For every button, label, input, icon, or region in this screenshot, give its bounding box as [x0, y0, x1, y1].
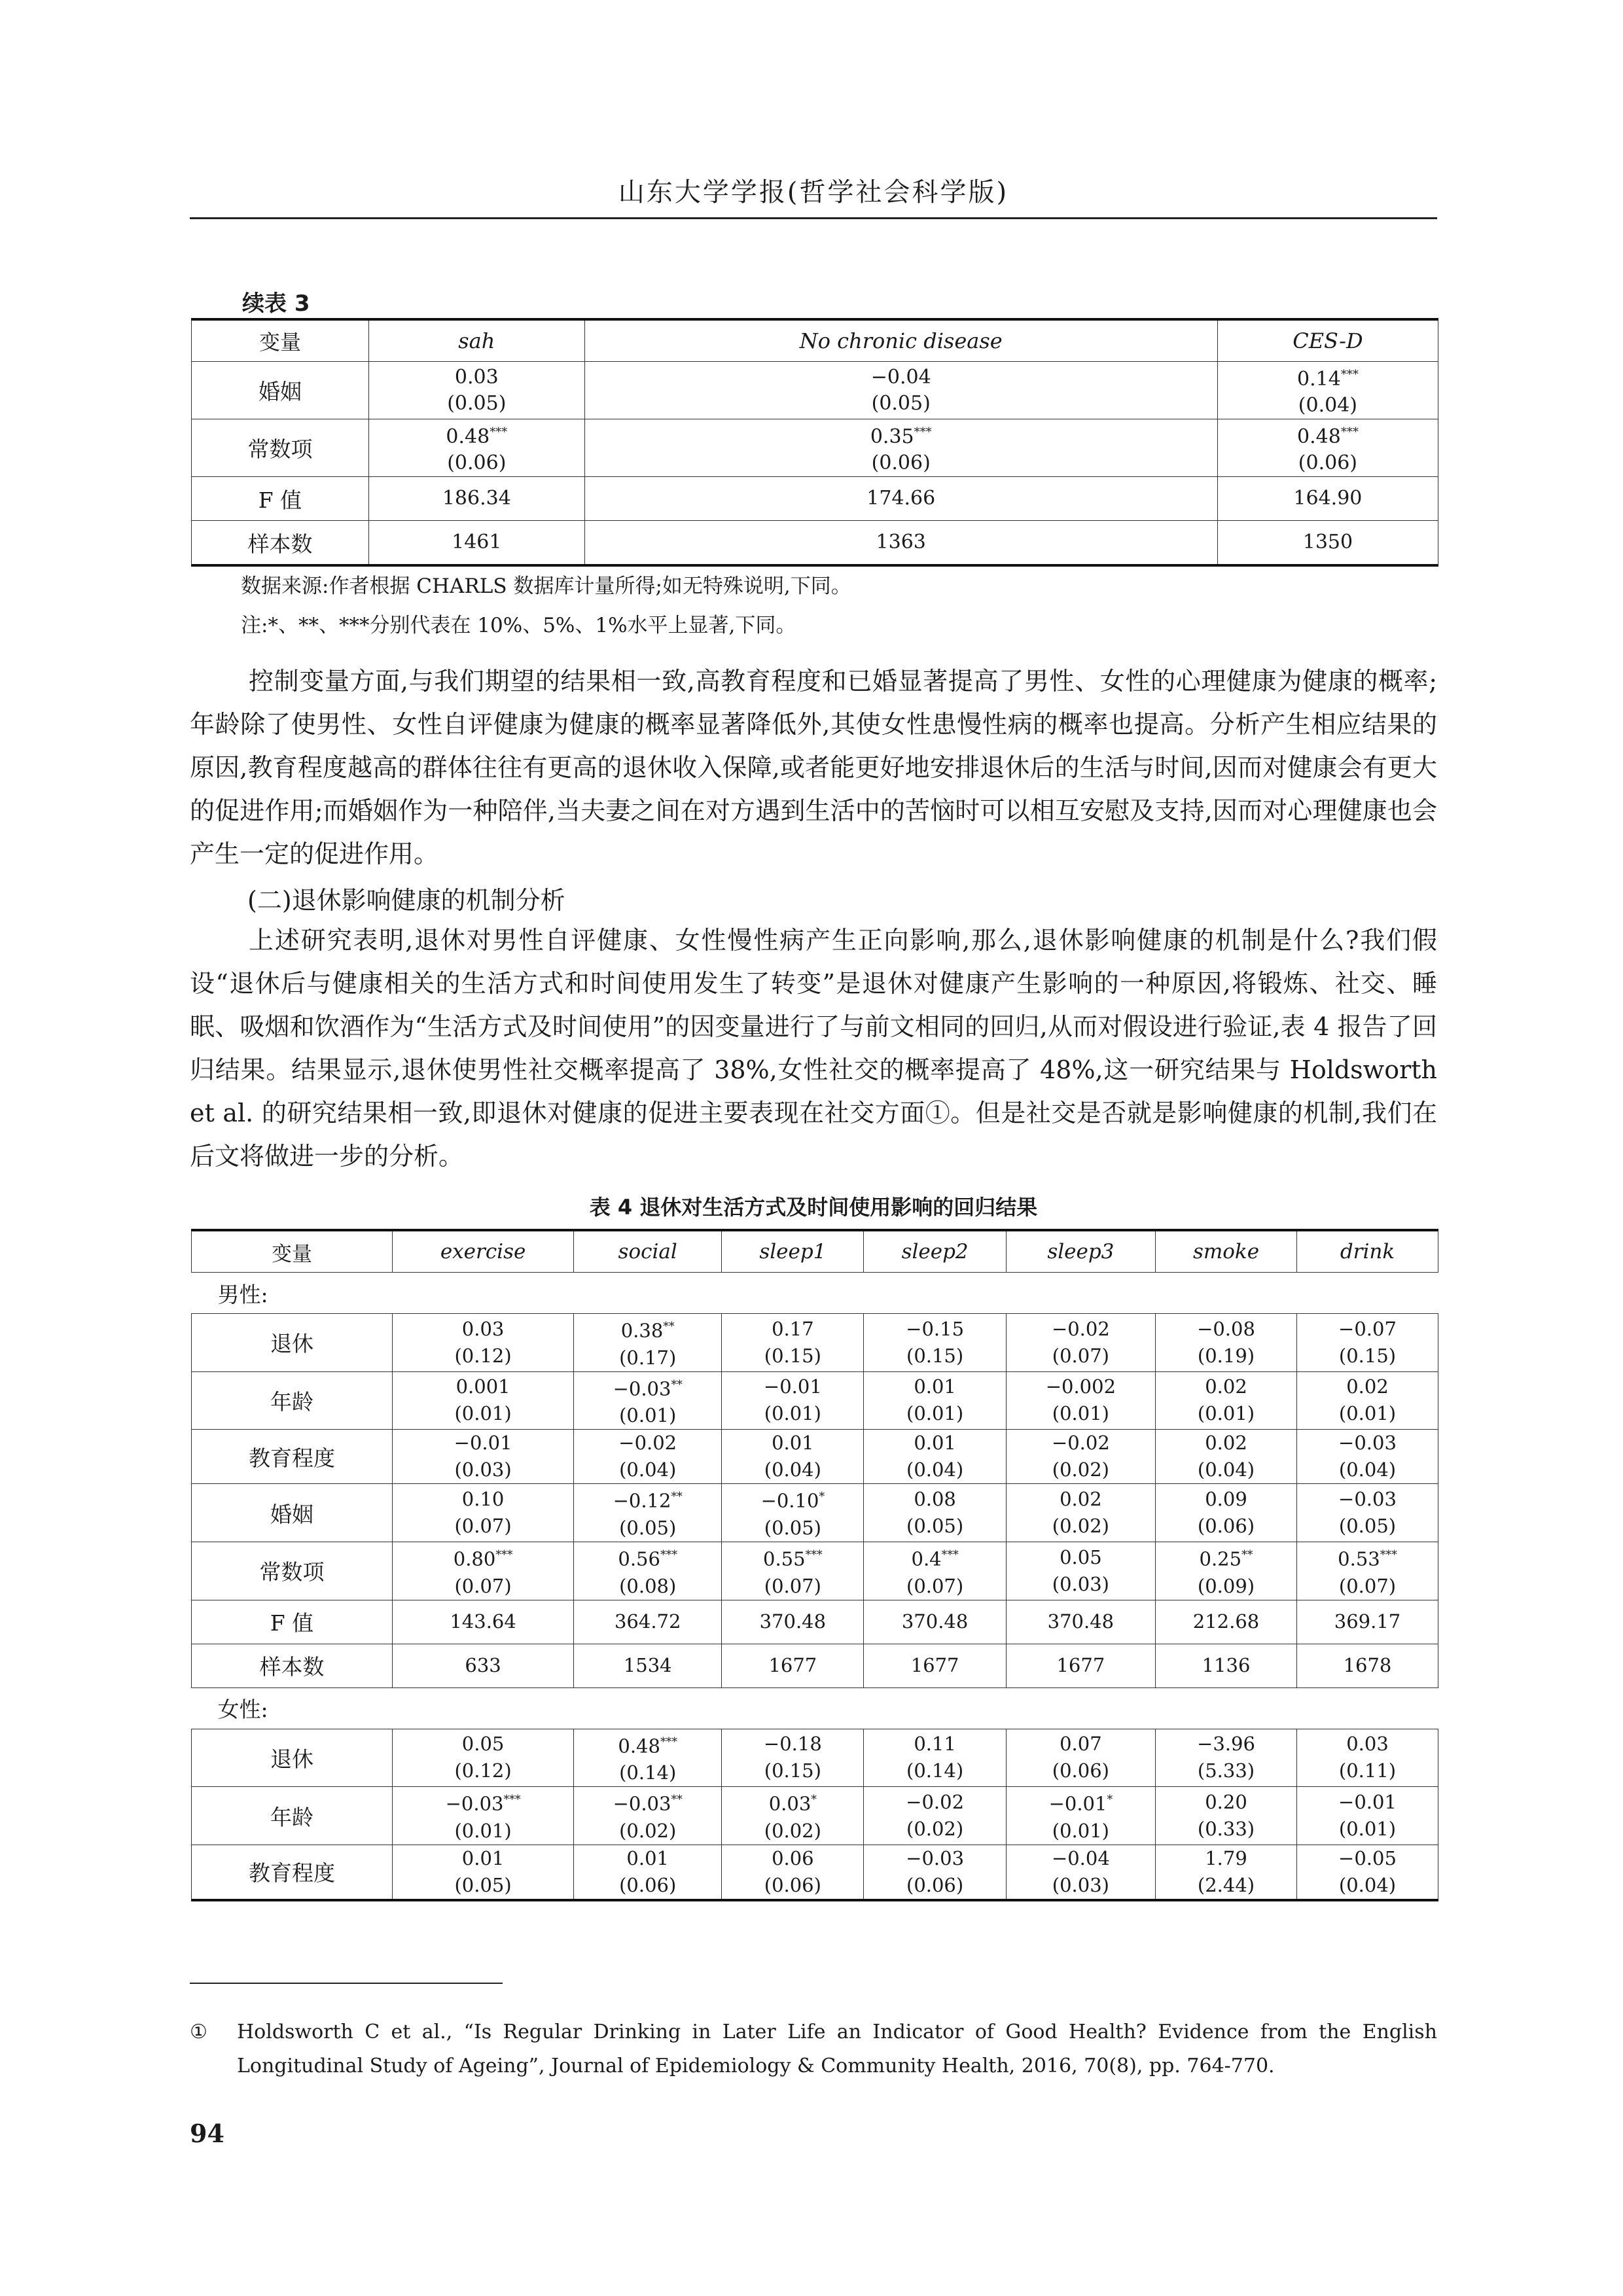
row-label: F 值: [192, 477, 369, 521]
table-cell: [864, 1371, 1006, 1430]
standard-error: (0.15): [906, 1344, 964, 1367]
header-rule: [190, 217, 1437, 219]
table-cell: [722, 1542, 864, 1600]
coefficient: 364.72: [614, 1610, 681, 1633]
coefficient: 212.68: [1192, 1610, 1260, 1633]
coefficient: 0.35***: [870, 425, 932, 448]
standard-error: (0.01): [1338, 1818, 1397, 1841]
coefficient: 0.02: [1060, 1488, 1102, 1511]
table-cell: [393, 1787, 574, 1845]
table-cell: [722, 1371, 864, 1430]
table-cell: [1296, 1484, 1438, 1542]
table-cell: [1156, 1430, 1297, 1484]
coefficient: 0.06: [772, 1846, 814, 1869]
coefficient: 0.17: [772, 1317, 814, 1340]
table-cell: [1296, 1845, 1438, 1900]
table-cell: [574, 1644, 722, 1687]
coefficient: 1677: [768, 1654, 817, 1677]
table3-title: 续表 3: [242, 291, 310, 317]
table-row: [192, 1845, 1438, 1900]
standard-error: (0.06): [871, 451, 931, 474]
table-cell: [393, 1314, 574, 1372]
coefficient: −0.01: [454, 1432, 512, 1455]
coefficient: 0.03: [454, 365, 499, 389]
table-cell: [1296, 1787, 1438, 1845]
table-row: [192, 1542, 1438, 1600]
table-row: [192, 419, 1438, 477]
coefficient: −0.03***: [445, 1792, 521, 1815]
standard-error: (0.01): [1197, 1402, 1255, 1425]
table-cell: [1156, 1644, 1297, 1687]
table-cell: [722, 1600, 864, 1644]
page-number: 94: [190, 2119, 224, 2148]
coefficient: −0.03: [1338, 1432, 1397, 1455]
table-cell: [369, 419, 585, 477]
table-cell: [369, 362, 585, 419]
table-cell: [1296, 1729, 1438, 1787]
table-row: [192, 1430, 1438, 1484]
table-row: [192, 1371, 1438, 1430]
table3-header-nochronic: No chronic disease: [584, 319, 1217, 362]
coefficient: −0.02: [1051, 1432, 1110, 1455]
standard-error: (0.03): [454, 1458, 512, 1481]
coefficient: 1350: [1302, 531, 1353, 554]
coefficient: 1136: [1202, 1654, 1251, 1677]
coefficient: 0.20: [1205, 1791, 1247, 1814]
standard-error: (0.15): [764, 1759, 821, 1782]
running-header: 山东大学学报(哲学社会科学版): [618, 177, 1009, 207]
table-cell: [574, 1845, 722, 1900]
table-cell: [722, 1845, 864, 1900]
coefficient: 370.48: [901, 1610, 969, 1633]
standard-error: (0.19): [1197, 1344, 1255, 1367]
table3-header-sah: sah: [369, 319, 585, 362]
coefficient: −0.15: [906, 1317, 965, 1340]
table-cell: [1296, 1430, 1438, 1484]
group-row: [192, 1273, 1438, 1314]
table-cell: [393, 1542, 574, 1600]
standard-error: (0.07): [906, 1574, 964, 1597]
standard-error: (0.05): [454, 1873, 512, 1896]
table-cell: [1006, 1600, 1155, 1644]
coefficient: 0.03: [1346, 1733, 1389, 1756]
table-cell: [864, 1644, 1006, 1687]
standard-error: (0.05): [1338, 1515, 1397, 1538]
coefficient: 0.11: [914, 1733, 956, 1756]
footnote-text: Holdsworth C et al., “Is Regular Drinking in Later Life an Indicator of Good Health? Evidence from the English Longitudinal Study of Ageing”, Journal of Epidemiology & Community Health, 2016, 70(8), pp. 764-770.: [237, 2021, 1437, 2077]
standard-error: (0.06): [1197, 1515, 1255, 1538]
coefficient: −0.02: [618, 1432, 677, 1455]
coefficient: 0.4***: [911, 1547, 959, 1570]
section-subheading: (二)退休影响健康的机制分析: [247, 886, 565, 915]
table-cell: [1217, 521, 1438, 566]
table-cell: [574, 1600, 722, 1644]
coefficient: 164.90: [1293, 487, 1363, 510]
coefficient: 0.80***: [453, 1547, 513, 1570]
table-cell: [393, 1371, 574, 1430]
table-cell: [864, 1430, 1006, 1484]
table-cell: [864, 1314, 1006, 1372]
standard-error: (5.33): [1197, 1759, 1255, 1782]
table-cell: [864, 1600, 1006, 1644]
standard-error: (0.01): [906, 1402, 964, 1425]
coefficient: −0.02: [1051, 1317, 1110, 1340]
body-paragraph-1: 控制变量方面,与我们期望的结果相一致,高教育程度和已婚显著提高了男性、女性的心理健康为健康的概率;年龄除了使男性、女性自评健康为健康的概率显著降低外,其使女性患慢性病的概率也提高。分析产生相应结果的原因,教育程度越高的群体往往有更高的退休收入保障,或者能更好地安排退休后的生活与时间,因而对健康会有更大的促进作用;而婚姻作为一种陪伴,当夫妻之间在对方遇到生活中的苦恼时可以相互安慰及支持,因而对心理健康也会产生一定的促进作用。: [190, 667, 1437, 868]
table-cell: [722, 1484, 864, 1542]
standard-error: (0.07): [454, 1515, 512, 1538]
coefficient: 1.79: [1205, 1846, 1247, 1869]
table-row: [192, 1484, 1438, 1542]
standard-error: (0.15): [764, 1344, 821, 1367]
table4-header-exercise: exercise: [393, 1230, 574, 1273]
table-cell: [1296, 1314, 1438, 1372]
row-label: 样本数: [192, 521, 369, 566]
coefficient: 1461: [452, 531, 502, 554]
coefficient: 370.48: [1047, 1610, 1115, 1633]
table-cell: [1006, 1644, 1155, 1687]
coefficient: 0.02: [1346, 1375, 1389, 1398]
standard-error: (0.05): [906, 1515, 964, 1538]
coefficient: −0.03: [906, 1846, 965, 1869]
standard-error: (0.15): [1338, 1344, 1397, 1367]
standard-error: (0.05): [871, 391, 931, 415]
standard-error: (0.06): [1298, 451, 1358, 474]
coefficient: −0.01*: [1048, 1792, 1113, 1815]
table-cell: [1217, 477, 1438, 521]
coefficient: 0.48***: [618, 1735, 678, 1757]
standard-error: (0.07): [1338, 1574, 1397, 1597]
group-label: 男性:: [192, 1273, 1438, 1314]
standard-error: (0.02): [619, 1819, 677, 1842]
coefficient: 0.01: [914, 1432, 956, 1455]
standard-error: (0.06): [1052, 1759, 1109, 1782]
table-cell: [393, 1729, 574, 1787]
coefficient: −0.03: [1338, 1488, 1397, 1511]
standard-error: (0.05): [447, 391, 507, 415]
standard-error: (0.03): [1052, 1572, 1109, 1595]
standard-error: (0.04): [1197, 1458, 1255, 1481]
table-cell: [574, 1430, 722, 1484]
standard-error: (0.06): [619, 1873, 677, 1896]
standard-error: (0.08): [619, 1574, 677, 1597]
coefficient: −0.10*: [760, 1489, 825, 1512]
standard-error: (0.12): [454, 1344, 512, 1367]
table-cell: [1006, 1430, 1155, 1484]
standard-error: (0.01): [1052, 1819, 1109, 1842]
table-cell: [722, 1644, 864, 1687]
coefficient: 0.001: [455, 1375, 510, 1398]
table-cell: [393, 1600, 574, 1644]
standard-error: (0.07): [1052, 1344, 1109, 1367]
table4-header-variable: 变量: [192, 1230, 393, 1273]
standard-error: (0.02): [906, 1818, 964, 1841]
coefficient: −0.04: [870, 365, 931, 389]
table-cell: [574, 1542, 722, 1600]
row-label: 婚姻: [192, 1484, 393, 1542]
row-label: 常数项: [192, 419, 369, 477]
standard-error: (0.02): [764, 1819, 821, 1842]
coefficient: 0.53***: [1338, 1547, 1397, 1570]
footnote-marker: ①: [190, 2021, 207, 2043]
standard-error: (0.33): [1197, 1818, 1255, 1841]
standard-error: (0.06): [764, 1873, 821, 1896]
table-cell: [1156, 1484, 1297, 1542]
coefficient: −0.02: [906, 1791, 965, 1814]
standard-error: (0.01): [1052, 1402, 1109, 1425]
coefficient: −3.96: [1197, 1733, 1255, 1756]
table-cell: [864, 1729, 1006, 1787]
table-cell: [1006, 1314, 1155, 1372]
coefficient: −0.07: [1338, 1317, 1397, 1340]
coefficient: 186.34: [442, 487, 511, 510]
table-cell: [574, 1484, 722, 1542]
coefficient: 0.09: [1205, 1488, 1247, 1511]
standard-error: (2.44): [1197, 1873, 1255, 1896]
table-cell: [1006, 1787, 1155, 1845]
standard-error: (0.06): [906, 1873, 964, 1896]
table-cell: [584, 477, 1217, 521]
coefficient: 1534: [623, 1654, 672, 1677]
standard-error: (0.14): [906, 1759, 964, 1782]
body-paragraph-2: 上述研究表明,退休对男性自评健康、女性慢性病产生正向影响,那么,退休影响健康的机制是什么?我们假设“退休后与健康相关的生活方式和时间使用发生了转变”是退休对健康产生影响的一种原因,将锻炼、社交、睡眠、吸烟和饮酒作为“生活方式及时间使用”的因变量进行了与前文相同的回归,从而对假设进行验证,表 4 报告了回归结果。结果显示,退休使男性社交概率提高了 38%,女性社交的概率提高了 48%,这一研究结果与 Holdsworth et al. 的研究结果相一致,即退休对健康的促进主要表现在社交方面①。但是社交是否就是影响健康的机制,我们在后文将做进一步的分析。: [190, 926, 1437, 1171]
table-cell: [1006, 1371, 1155, 1430]
standard-error: (0.04): [906, 1458, 964, 1481]
standard-error: (0.02): [1052, 1458, 1109, 1481]
table-row: [192, 362, 1438, 419]
coefficient: 0.05: [461, 1733, 505, 1756]
coefficient: 0.01: [914, 1375, 956, 1398]
standard-error: (0.07): [454, 1574, 512, 1597]
coefficient: 0.02: [1205, 1432, 1247, 1455]
standard-error: (0.17): [619, 1346, 677, 1369]
standard-error: (0.11): [1338, 1759, 1397, 1782]
coefficient: 0.03: [461, 1317, 505, 1340]
table-cell: [1006, 1542, 1155, 1600]
table4-header-smoke: smoke: [1156, 1230, 1297, 1273]
table-cell: [1217, 419, 1438, 477]
standard-error: (0.05): [619, 1516, 677, 1539]
table-row: [192, 1600, 1438, 1644]
table4-header-social: social: [574, 1230, 722, 1273]
coefficient: 0.10: [461, 1488, 505, 1511]
footnote: [190, 2015, 1437, 2083]
coefficient: 0.38**: [620, 1319, 675, 1342]
table-cell: [584, 419, 1217, 477]
coefficient: 0.55***: [763, 1547, 823, 1570]
standard-error: (0.01): [764, 1402, 821, 1425]
standard-error: (0.07): [764, 1574, 821, 1597]
table-cell: [1156, 1314, 1297, 1372]
table-cell: [1156, 1845, 1297, 1900]
table-cell: [864, 1787, 1006, 1845]
table-row: [192, 1729, 1438, 1787]
table-cell: [1296, 1371, 1438, 1430]
row-label: 常数项: [192, 1542, 393, 1600]
table-cell: [369, 521, 585, 566]
standard-error: (0.04): [619, 1458, 677, 1481]
coefficient: 174.66: [866, 487, 936, 510]
table-cell: [1006, 1484, 1155, 1542]
table3-header-variable: 变量: [192, 319, 369, 362]
footnote-rule: [190, 1983, 503, 1984]
row-label: F 值: [192, 1600, 393, 1644]
standard-error: (0.04): [1338, 1458, 1397, 1481]
standard-error: (0.01): [619, 1404, 677, 1427]
table-row: [192, 521, 1438, 566]
standard-error: (0.12): [454, 1759, 512, 1782]
table-cell: [1156, 1729, 1297, 1787]
table-cell: [1006, 1729, 1155, 1787]
row-label: 退休: [192, 1729, 393, 1787]
table-cell: [722, 1314, 864, 1372]
row-label: 年龄: [192, 1787, 393, 1845]
coefficient: −0.18: [763, 1733, 822, 1756]
standard-error: (0.04): [764, 1458, 821, 1481]
coefficient: 370.48: [759, 1610, 827, 1633]
coefficient: −0.12**: [613, 1489, 683, 1512]
table-cell: [864, 1845, 1006, 1900]
group-row: [192, 1687, 1438, 1729]
row-label: 婚姻: [192, 362, 369, 419]
table-cell: [393, 1845, 574, 1900]
table-cell: [369, 477, 585, 521]
coefficient: 0.48***: [446, 425, 508, 448]
table-cell: [722, 1787, 864, 1845]
standard-error: (0.03): [1052, 1873, 1109, 1896]
coefficient: 0.01: [461, 1846, 505, 1869]
row-label: 教育程度: [192, 1845, 393, 1900]
standard-error: (0.04): [1298, 394, 1358, 417]
table-row: [192, 1314, 1438, 1372]
coefficient: 1677: [910, 1654, 959, 1677]
standard-error: (0.09): [1197, 1574, 1255, 1597]
group-label: 女性:: [192, 1687, 1438, 1729]
coefficient: 0.03*: [768, 1792, 817, 1815]
coefficient: 369.17: [1334, 1610, 1401, 1633]
standard-error: (0.01): [1338, 1402, 1397, 1425]
coefficient: −0.08: [1197, 1317, 1255, 1340]
table4-caption: 表 4 退休对生活方式及时间使用影响的回归结果: [589, 1195, 1038, 1220]
table3-header-cesd: CES-D: [1217, 319, 1438, 362]
source-note: 数据来源:作者根据 CHARLS 数据库计量所得;如无特殊说明,下同。: [241, 574, 851, 598]
table-cell: [864, 1542, 1006, 1600]
table-cell: [1296, 1542, 1438, 1600]
coefficient: 0.56***: [618, 1547, 678, 1570]
standard-error: (0.06): [447, 451, 507, 474]
coefficient: 0.01: [626, 1846, 669, 1869]
table4-header-drink: drink: [1296, 1230, 1438, 1273]
coefficient: 633: [465, 1654, 501, 1677]
coefficient: −0.03**: [613, 1792, 683, 1815]
table4-header-sleep2: sleep2: [864, 1230, 1006, 1273]
standard-error: (0.14): [619, 1761, 677, 1784]
coefficient: 0.14***: [1297, 368, 1359, 391]
coefficient: 1677: [1056, 1654, 1105, 1677]
table-cell: [584, 521, 1217, 566]
table-cell: [574, 1729, 722, 1787]
table-cell: [1156, 1542, 1297, 1600]
coefficient: −0.03**: [613, 1377, 683, 1400]
table-cell: [393, 1430, 574, 1484]
standard-error: (0.01): [454, 1402, 512, 1425]
table4: [191, 1229, 1438, 1901]
coefficient: 1678: [1343, 1654, 1392, 1677]
coefficient: −0.04: [1051, 1846, 1110, 1869]
table-cell: [574, 1314, 722, 1372]
table-cell: [1156, 1787, 1297, 1845]
table-cell: [1156, 1600, 1297, 1644]
coefficient: 0.02: [1205, 1375, 1247, 1398]
table-cell: [393, 1484, 574, 1542]
coefficient: −0.05: [1338, 1846, 1397, 1869]
coefficient: −0.01: [1338, 1791, 1397, 1814]
row-label: 样本数: [192, 1644, 393, 1687]
table-cell: [393, 1644, 574, 1687]
table-cell: [1296, 1600, 1438, 1644]
row-label: 年龄: [192, 1371, 393, 1430]
table-cell: [574, 1371, 722, 1430]
table-row: [192, 477, 1438, 521]
coefficient: 1363: [876, 531, 926, 554]
coefficient: 0.01: [772, 1432, 814, 1455]
table-cell: [864, 1484, 1006, 1542]
coefficient: 143.64: [450, 1610, 516, 1633]
coefficient: 0.07: [1060, 1733, 1102, 1756]
table-cell: [722, 1729, 864, 1787]
standard-error: (0.04): [1338, 1873, 1397, 1896]
table-row: [192, 1787, 1438, 1845]
table3: [191, 318, 1438, 567]
significance-note: 注:*、**、***分别代表在 10%、5%、1%水平上显著,下同。: [241, 614, 796, 637]
coefficient: 0.08: [914, 1488, 956, 1511]
table-cell: [722, 1430, 864, 1484]
table-cell: [584, 362, 1217, 419]
table-cell: [1217, 362, 1438, 419]
table-cell: [574, 1787, 722, 1845]
coefficient: −0.01: [763, 1375, 822, 1398]
coefficient: 0.48***: [1297, 425, 1359, 448]
standard-error: (0.02): [1052, 1515, 1109, 1538]
table4-header-sleep3: sleep3: [1006, 1230, 1155, 1273]
row-label: 教育程度: [192, 1430, 393, 1484]
coefficient: 0.25**: [1199, 1547, 1253, 1570]
coefficient: −0.002: [1045, 1375, 1116, 1398]
table-cell: [1006, 1845, 1155, 1900]
standard-error: (0.05): [764, 1516, 821, 1539]
row-label: 退休: [192, 1314, 393, 1372]
coefficient: 0.05: [1060, 1545, 1102, 1568]
table-cell: [1296, 1644, 1438, 1687]
table-row: [192, 1644, 1438, 1687]
table4-header-sleep1: sleep1: [722, 1230, 864, 1273]
standard-error: (0.01): [454, 1819, 512, 1842]
table-cell: [1156, 1371, 1297, 1430]
